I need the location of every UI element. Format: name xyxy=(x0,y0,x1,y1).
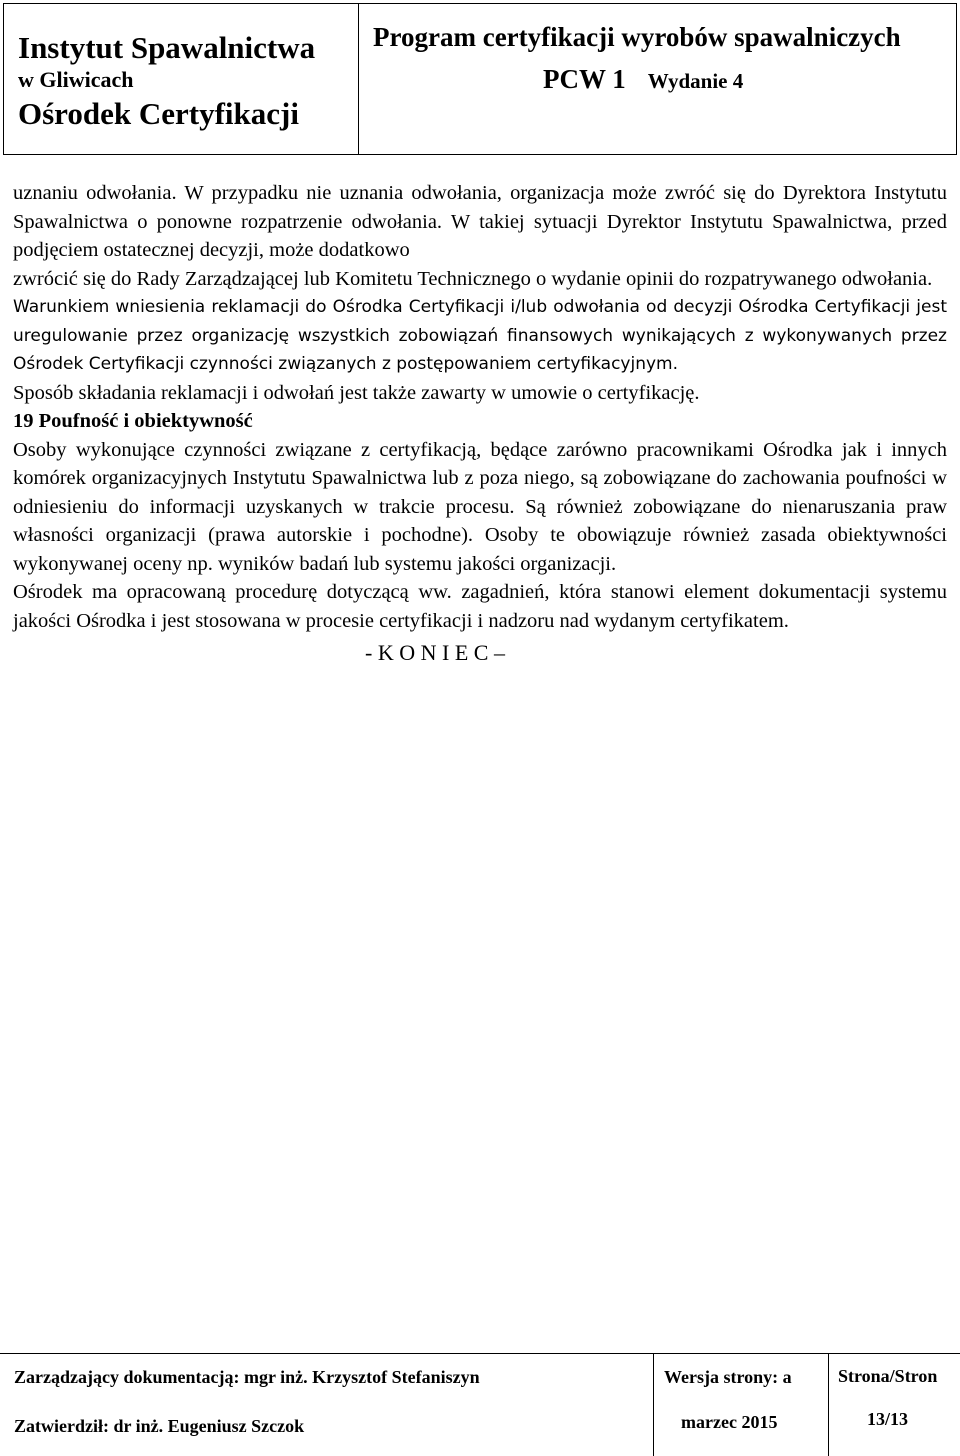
document-date: marzec 2015 xyxy=(681,1412,778,1432)
org-unit: Ośrodek Certyfikacji xyxy=(18,96,299,131)
page-label: Strona/Stron xyxy=(838,1366,938,1386)
paragraph-appeal-continued: zwrócić się do Rady Zarządzającej lub Komitetu Technicznego o wydanie opinii do rozpatrywanego odwołania. xyxy=(13,267,933,290)
document-header xyxy=(3,3,957,155)
approved-by: Zatwierdził: dr inż. Eugeniusz Szczok xyxy=(14,1416,305,1436)
document-code: PCW 1 xyxy=(543,64,626,94)
paragraph-complaint-method: Sposób składania reklamacji i odwołań jest także zawarty w umowie o certyfikację. xyxy=(13,381,700,404)
page-version: Wersja strony: a xyxy=(664,1367,792,1387)
program-block xyxy=(359,4,956,154)
document-footer xyxy=(0,1353,960,1456)
paragraph-appeal: uznaniu odwołania. W przypadku nie uznania odwołania, organizacja może zwróć się do Dyrektora Instytutu Spawalnictwa o ponowne rozpatrzenie odwołania. W takiej sytuacji Dyrektor Instytutu Spawalnictwa, przed podjęciem ostatecznej decyzji, może dodatkowo xyxy=(13,182,947,261)
organization-block xyxy=(4,4,359,154)
paragraph-conditions: Warunkiem wniesienia reklamacji do Ośrodka Certyfikacji i/lub odwołania od decyzji Ośrodka Certyfikacji jest uregulowanie przez organizację wszystkich zobowiązań finansowych wynikających z wykonywanych przez Ośrodek Certyfikacji czynności związanych z postępowaniem certyfikacyjnym. xyxy=(13,297,947,374)
document-code-line xyxy=(373,64,956,95)
paragraph-procedure: Ośrodek ma opracowaną procedurę dotyczącą ww. zagadnień, która stanowi element dokumentacji systemu jakości Ośrodka i jest stosowana w procesie certyfikacji i nadzoru nad wydanym certyfikatem. xyxy=(13,581,947,632)
edition-label: Wydanie 4 xyxy=(647,69,744,93)
paragraph-confidentiality: Osoby wykonujące czynności związane z certyfikacją, będące zarówno pracownikami Ośrodka jak i innych komórek organizacyjnych Instytutu Spawalnictwa lub z poza niego, są zobowiązane do zachowania poufności w odniesieniu do informacji uzyskanych w trakcie procesu. Są również zobowiązane do nienaruszania praw własności organizacji (prawa autorskie i pochodne). Osoby te obowiązuje również zasada obiektywności wykonywanej oceny np. wyników badań lub systemu jakości organizacji. xyxy=(13,438,947,575)
footer-divider xyxy=(653,1354,654,1456)
section-heading: 19 Poufność i obiektywność xyxy=(13,410,253,432)
page-number: 13/13 xyxy=(867,1409,909,1429)
end-mark: - K O N I E C – xyxy=(365,640,505,665)
org-name: Instytut Spawalnictwa xyxy=(18,30,316,65)
program-title: Program certyfikacji wyrobów spawalniczych xyxy=(373,22,901,52)
footer-divider xyxy=(828,1354,829,1456)
document-body xyxy=(13,179,947,671)
org-location: w Gliwicach xyxy=(18,67,134,92)
document-manager: Zarządzający dokumentacją: mgr inż. Krzysztof Stefaniszyn xyxy=(14,1367,480,1387)
